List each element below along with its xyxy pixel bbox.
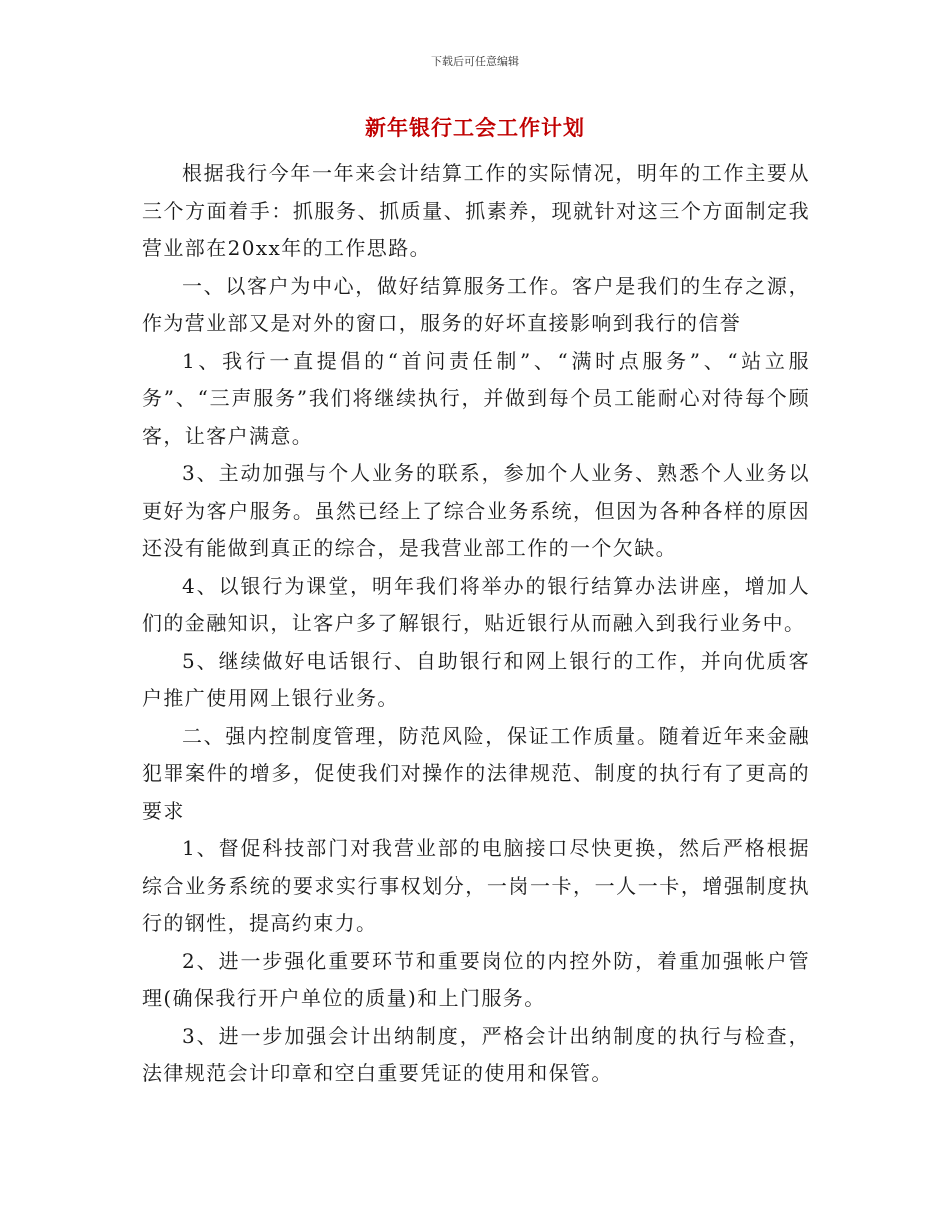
paragraph-item: 5、继续做好电话银行、自助银行和网上银行的工作，并向优质客户推广使用网上银行业务。 [142,648,810,710]
paragraph-item: 2、进一步强化重要环节和重要岗位的内控外防，着重加强帐户管理(确保我行开户单位的质量)和上门服务。 [142,948,810,1010]
paragraph-item: 4、以银行为课堂，明年我们将举办的银行结算办法讲座，增加人们的金融知识，让客户多了解银行，贴近银行从而融入到我行业务中。 [142,573,810,635]
paragraph-intro: 根据我行今年一年来会计结算工作的实际情况，明年的工作主要从三个方面着手：抓服务、抓质量、抓素养，现就针对这三个方面制定我营业部在20xx年的工作思路。 [142,161,810,260]
paragraph-item: 3、进一步加强会计出纳制度，严格会计出纳制度的执行与检查，法律规范会计印章和空白重要凭证的使用和保管。 [142,1023,810,1085]
document-title: 新年银行工会工作计划 [365,116,585,140]
paragraph-item: 1、督促科技部门对我营业部的电脑接口尽快更换，然后严格根据综合业务系统的要求实行事权划分，一岗一卡，一人一卡，增强制度执行的钢性，提高约束力。 [142,836,810,935]
paragraph-section-2: 二、强内控制度管理，防范风险，保证工作质量。随着近年来金融犯罪案件的增多，促使我们对操作的法律规范、制度的执行有了更高的要求 [142,723,810,823]
document-body [142,155,810,1093]
paragraph-section-1: 一、以客户为中心，做好结算服务工作。客户是我们的生存之源，作为营业部又是对外的窗口，服务的好坏直接影响到我行的信誉 [142,273,810,335]
paragraph-item: 1、我行一直提倡的“首问责任制”、“满时点服务”、“站立服务”、“三声服务”我们将继续执行，并做到每个员工能耐心对待每个顾客，让客户满意。 [142,348,810,448]
header-note: 下载后可任意编辑 [431,55,519,68]
paragraph-item: 3、主动加强与个人业务的联系，参加个人业务、熟悉个人业务以更好为客户服务。虽然已经上了综合业务系统，但因为各种各样的原因还没有能做到真正的综合，是我营业部工作的一个欠缺。 [142,461,810,560]
